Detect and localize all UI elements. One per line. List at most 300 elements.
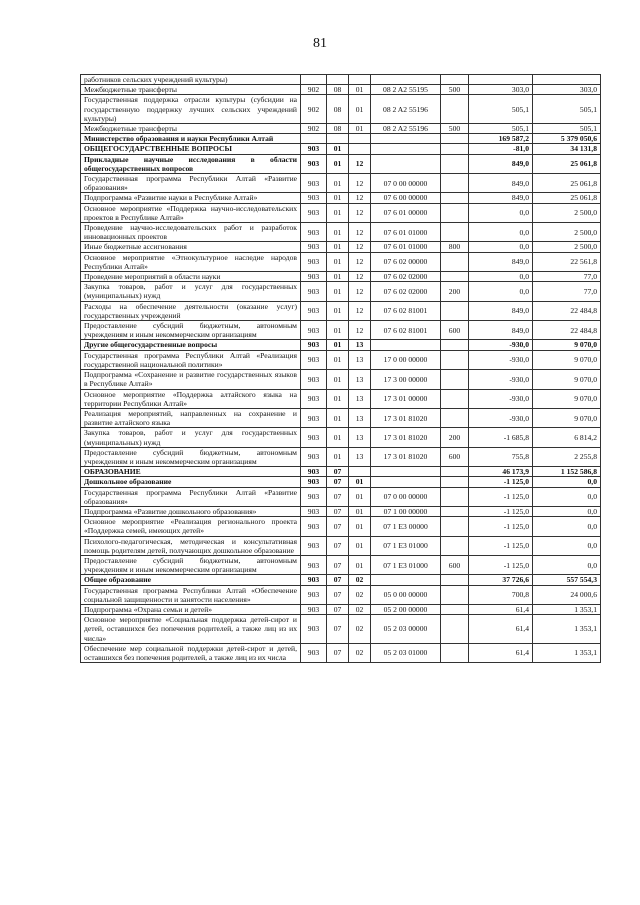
row-amount-change: 849,0	[469, 321, 533, 340]
row-section-code: 07	[327, 477, 349, 487]
row-subsection-code: 01	[349, 95, 371, 124]
row-ved-code: 903	[301, 242, 327, 252]
row-amount-total: 0,0	[533, 506, 601, 516]
table-row	[81, 575, 601, 585]
row-ved-code: 902	[301, 85, 327, 95]
row-subsection-code: 01	[349, 124, 371, 134]
row-name: Закупка товаров, работ и услуг для государственных (муниципальных) нужд	[81, 282, 301, 301]
row-subsection-code: 13	[349, 428, 371, 447]
row-section-code: 01	[327, 203, 349, 222]
row-target-article: 08 2 A2 55195	[371, 85, 441, 95]
table-row	[81, 555, 601, 574]
row-section-code: 07	[327, 467, 349, 477]
row-ved-code: 903	[301, 408, 327, 427]
row-amount-total: 2 255,8	[533, 447, 601, 466]
row-expense-type	[441, 467, 469, 477]
row-section-code: 01	[327, 321, 349, 340]
row-subsection-code: 02	[349, 643, 371, 662]
row-name: работников сельских учреждений культуры)	[81, 75, 301, 85]
row-target-article: 07 6 01 00000	[371, 203, 441, 222]
row-name: Обеспечение мер социальной поддержки детей-сирот и детей, оставшихся без попечения родителей, а также лиц из их числа	[81, 643, 301, 662]
row-subsection-code: 12	[349, 242, 371, 252]
row-expense-type	[441, 517, 469, 536]
row-subsection-code: 01	[349, 536, 371, 555]
row-subsection-code: 01	[349, 85, 371, 95]
row-expense-type	[441, 487, 469, 506]
row-expense-type	[441, 585, 469, 604]
row-amount-total: 1 353,1	[533, 615, 601, 644]
row-name: Прикладные научные исследования в области общегосударственных вопросов	[81, 154, 301, 173]
row-ved-code: 903	[301, 154, 327, 173]
row-target-article: 08 2 A2 55196	[371, 95, 441, 124]
row-expense-type	[441, 370, 469, 389]
row-section-code: 08	[327, 95, 349, 124]
row-expense-type	[441, 252, 469, 271]
row-expense-type	[441, 536, 469, 555]
row-amount-total: 77,0	[533, 272, 601, 282]
row-subsection-code	[349, 144, 371, 154]
row-amount-total: 505,1	[533, 124, 601, 134]
row-section-code: 07	[327, 585, 349, 604]
row-target-article: 07 1 E3 01000	[371, 536, 441, 555]
row-expense-type: 500	[441, 124, 469, 134]
row-target-article: 07 1 E3 01000	[371, 555, 441, 574]
row-amount-total: 25 061,8	[533, 174, 601, 193]
row-expense-type	[441, 340, 469, 350]
row-name: Государственная программа Республики Алтай «Развитие образования»	[81, 487, 301, 506]
row-amount-total: 9 070,0	[533, 370, 601, 389]
row-expense-type	[441, 95, 469, 124]
row-name: Психолого-педагогическая, методическая и консультативная помощь родителям детей, получающих дошкольное образование	[81, 536, 301, 555]
row-ved-code: 903	[301, 389, 327, 408]
row-amount-change: -1 125,0	[469, 487, 533, 506]
row-ved-code: 903	[301, 575, 327, 585]
row-name: Реализация мероприятий, направленных на сохранение и развитие алтайского языка	[81, 408, 301, 427]
row-amount-change: -930,0	[469, 389, 533, 408]
row-name: Закупка товаров, работ и услуг для государственных (муниципальных) нужд	[81, 428, 301, 447]
row-target-article: 17 3 00 00000	[371, 370, 441, 389]
row-amount-total: 25 061,8	[533, 154, 601, 173]
budget-table	[80, 74, 601, 663]
row-amount-total: 505,1	[533, 95, 601, 124]
row-target-article: 05 2 03 00000	[371, 615, 441, 644]
row-amount-total: 1 353,1	[533, 643, 601, 662]
row-subsection-code: 12	[349, 301, 371, 320]
row-amount-total	[533, 75, 601, 85]
row-section-code: 01	[327, 301, 349, 320]
row-name: Межбюджетные трансферты	[81, 124, 301, 134]
row-amount-change: 0,0	[469, 282, 533, 301]
row-target-article: 08 2 A2 55196	[371, 124, 441, 134]
table-row	[81, 174, 601, 193]
row-target-article	[371, 144, 441, 154]
row-name: Государственная программа Республики Алтай «Обеспечение социальной защищенности и занятости населения»	[81, 585, 301, 604]
row-name: Межбюджетные трансферты	[81, 85, 301, 95]
row-amount-change: 61,4	[469, 604, 533, 614]
table-row	[81, 242, 601, 252]
table-row	[81, 95, 601, 124]
row-amount-change: 700,8	[469, 585, 533, 604]
row-expense-type	[441, 75, 469, 85]
row-target-article: 17 0 00 00000	[371, 350, 441, 369]
row-ved-code: 903	[301, 517, 327, 536]
row-name: Иные бюджетные ассигнования	[81, 242, 301, 252]
table-row	[81, 536, 601, 555]
row-expense-type	[441, 272, 469, 282]
row-ved-code: 903	[301, 428, 327, 447]
row-section-code: 01	[327, 193, 349, 203]
row-target-article: 17 3 01 81020	[371, 447, 441, 466]
row-section-code: 07	[327, 643, 349, 662]
row-ved-code: 903	[301, 604, 327, 614]
row-subsection-code: 01	[349, 487, 371, 506]
row-amount-change: -1 125,0	[469, 506, 533, 516]
row-section-code: 01	[327, 144, 349, 154]
row-amount-change: 505,1	[469, 124, 533, 134]
row-section-code: 07	[327, 575, 349, 585]
row-section-code: 07	[327, 487, 349, 506]
row-amount-change: -930,0	[469, 350, 533, 369]
row-ved-code: 903	[301, 252, 327, 271]
row-amount-total: 303,0	[533, 85, 601, 95]
row-expense-type	[441, 575, 469, 585]
table-row	[81, 144, 601, 154]
row-subsection-code: 13	[349, 340, 371, 350]
row-section-code: 01	[327, 242, 349, 252]
table-row	[81, 282, 601, 301]
row-amount-change	[469, 75, 533, 85]
row-subsection-code: 02	[349, 604, 371, 614]
row-section-code: 07	[327, 555, 349, 574]
row-target-article: 07 0 00 00000	[371, 487, 441, 506]
row-subsection-code: 13	[349, 370, 371, 389]
row-section-code: 07	[327, 615, 349, 644]
row-expense-type	[441, 643, 469, 662]
row-amount-total: 24 000,6	[533, 585, 601, 604]
table-row	[81, 321, 601, 340]
row-name: Государственная программа Республики Алтай «Реализация государственной национальной политики»	[81, 350, 301, 369]
row-ved-code: 903	[301, 447, 327, 466]
row-expense-type	[441, 174, 469, 193]
budget-table-body	[81, 75, 601, 663]
row-ved-code: 903	[301, 174, 327, 193]
row-section-code	[327, 75, 349, 85]
row-ved-code	[301, 134, 327, 144]
row-section-code: 01	[327, 389, 349, 408]
row-amount-change: 0,0	[469, 242, 533, 252]
row-ved-code: 902	[301, 124, 327, 134]
row-subsection-code: 12	[349, 272, 371, 282]
row-amount-change: -930,0	[469, 340, 533, 350]
row-subsection-code: 13	[349, 408, 371, 427]
row-amount-total: 77,0	[533, 282, 601, 301]
row-amount-total: 2 500,0	[533, 223, 601, 242]
row-ved-code: 903	[301, 536, 327, 555]
row-amount-total: 9 070,0	[533, 340, 601, 350]
row-target-article: 17 3 01 81020	[371, 408, 441, 427]
row-target-article	[371, 340, 441, 350]
row-target-article	[371, 75, 441, 85]
table-row	[81, 615, 601, 644]
table-row	[81, 124, 601, 134]
row-ved-code: 903	[301, 350, 327, 369]
row-amount-total: 34 131,8	[533, 144, 601, 154]
row-target-article: 05 0 00 00000	[371, 585, 441, 604]
row-subsection-code: 13	[349, 350, 371, 369]
row-subsection-code: 02	[349, 615, 371, 644]
row-expense-type	[441, 301, 469, 320]
row-subsection-code: 13	[349, 447, 371, 466]
row-expense-type	[441, 223, 469, 242]
table-row	[81, 203, 601, 222]
row-expense-type	[441, 144, 469, 154]
row-expense-type: 600	[441, 555, 469, 574]
row-section-code: 01	[327, 272, 349, 282]
row-subsection-code	[349, 134, 371, 144]
row-amount-change: 505,1	[469, 95, 533, 124]
row-section-code: 07	[327, 517, 349, 536]
row-ved-code: 903	[301, 477, 327, 487]
row-amount-change: 37 726,6	[469, 575, 533, 585]
row-amount-total: 2 500,0	[533, 242, 601, 252]
row-ved-code: 903	[301, 203, 327, 222]
row-section-code: 01	[327, 223, 349, 242]
row-target-article: 07 6 01 01000	[371, 242, 441, 252]
row-amount-total: 1 353,1	[533, 604, 601, 614]
row-expense-type: 200	[441, 428, 469, 447]
row-subsection-code	[349, 467, 371, 477]
table-row	[81, 193, 601, 203]
row-expense-type: 200	[441, 282, 469, 301]
row-amount-change: -81,0	[469, 144, 533, 154]
row-amount-total: 9 070,0	[533, 350, 601, 369]
row-amount-total: 0,0	[533, 477, 601, 487]
row-subsection-code: 01	[349, 555, 371, 574]
row-amount-change: -930,0	[469, 408, 533, 427]
row-ved-code: 903	[301, 193, 327, 203]
row-amount-change: 849,0	[469, 301, 533, 320]
row-amount-change: 0,0	[469, 223, 533, 242]
row-ved-code: 903	[301, 370, 327, 389]
row-expense-type: 600	[441, 321, 469, 340]
row-amount-change: 303,0	[469, 85, 533, 95]
row-amount-change: -1 125,0	[469, 536, 533, 555]
table-row	[81, 389, 601, 408]
row-ved-code: 903	[301, 321, 327, 340]
row-amount-total: 22 484,8	[533, 321, 601, 340]
row-target-article: 07 1 E3 00000	[371, 517, 441, 536]
row-expense-type	[441, 604, 469, 614]
row-name: Основное мероприятие «Этнокультурное наследие народов Республики Алтай»	[81, 252, 301, 271]
row-ved-code: 903	[301, 506, 327, 516]
table-row	[81, 517, 601, 536]
row-expense-type	[441, 615, 469, 644]
row-name: ОБРАЗОВАНИЕ	[81, 467, 301, 477]
row-ved-code: 903	[301, 467, 327, 477]
row-subsection-code: 12	[349, 252, 371, 271]
row-target-article: 05 2 03 01000	[371, 643, 441, 662]
row-amount-change: 61,4	[469, 643, 533, 662]
row-amount-total: 9 070,0	[533, 389, 601, 408]
row-amount-change: -1 125,0	[469, 477, 533, 487]
row-target-article: 07 6 00 00000	[371, 193, 441, 203]
row-target-article: 17 3 01 00000	[371, 389, 441, 408]
row-subsection-code: 01	[349, 477, 371, 487]
row-ved-code: 903	[301, 585, 327, 604]
table-row	[81, 85, 601, 95]
table-row	[81, 506, 601, 516]
row-name: Предоставление субсидий бюджетным, автономным учреждениям и иным некоммерческим организациям	[81, 447, 301, 466]
row-subsection-code: 12	[349, 193, 371, 203]
row-name: Основное мероприятие «Социальная поддержка детей-сирот и детей, оставшихся без попечения родителей, а также лиц из их числа»	[81, 615, 301, 644]
row-name: Общее образование	[81, 575, 301, 585]
row-name: Основное мероприятие «Реализация регионального проекта «Поддержка семей, имеющих детей»	[81, 517, 301, 536]
row-amount-change: 849,0	[469, 252, 533, 271]
row-ved-code: 903	[301, 487, 327, 506]
row-amount-total: 1 152 586,8	[533, 467, 601, 477]
row-target-article: 07 6 02 02000	[371, 272, 441, 282]
table-row	[81, 447, 601, 466]
table-row	[81, 350, 601, 369]
row-section-code	[327, 134, 349, 144]
row-amount-total: 22 561,8	[533, 252, 601, 271]
row-name: Дошкольное образование	[81, 477, 301, 487]
row-subsection-code: 01	[349, 517, 371, 536]
row-name: Подпрограмма «Сохранение и развитие государственных языков в Республике Алтай»	[81, 370, 301, 389]
row-ved-code: 903	[301, 223, 327, 242]
row-target-article: 07 6 02 00000	[371, 252, 441, 271]
row-amount-change: -1 685,8	[469, 428, 533, 447]
row-expense-type	[441, 477, 469, 487]
row-section-code: 07	[327, 604, 349, 614]
row-section-code: 01	[327, 174, 349, 193]
row-amount-total: 22 484,8	[533, 301, 601, 320]
row-target-article	[371, 154, 441, 173]
row-amount-total: 0,0	[533, 536, 601, 555]
row-ved-code: 902	[301, 95, 327, 124]
table-row	[81, 272, 601, 282]
row-name: Подпрограмма «Развитие дошкольного образования»	[81, 506, 301, 516]
row-target-article	[371, 477, 441, 487]
row-name: Основное мероприятие «Поддержка алтайского языка на территории Республики Алтай»	[81, 389, 301, 408]
table-row	[81, 252, 601, 271]
row-target-article: 07 6 02 81001	[371, 301, 441, 320]
row-expense-type	[441, 203, 469, 222]
row-amount-total: 0,0	[533, 487, 601, 506]
row-amount-change: 169 587,2	[469, 134, 533, 144]
row-expense-type	[441, 134, 469, 144]
row-section-code: 01	[327, 282, 349, 301]
row-name: Проведение мероприятий в области науки	[81, 272, 301, 282]
row-name: Подпрограмма «Охрана семьи и детей»	[81, 604, 301, 614]
table-row	[81, 370, 601, 389]
row-expense-type	[441, 193, 469, 203]
table-row	[81, 340, 601, 350]
row-amount-total: 2 500,0	[533, 203, 601, 222]
row-amount-change: 849,0	[469, 154, 533, 173]
row-name: ОБЩЕГОСУДАРСТВЕННЫЕ ВОПРОСЫ	[81, 144, 301, 154]
row-ved-code: 903	[301, 555, 327, 574]
row-expense-type: 800	[441, 242, 469, 252]
table-row	[81, 477, 601, 487]
table-row	[81, 585, 601, 604]
row-amount-change: -1 125,0	[469, 517, 533, 536]
row-name: Проведение научно-исследовательских работ и разработок инновационных проектов	[81, 223, 301, 242]
row-subsection-code: 13	[349, 389, 371, 408]
row-target-article: 05 2 00 00000	[371, 604, 441, 614]
row-ved-code: 903	[301, 272, 327, 282]
page-number: 81	[313, 36, 327, 51]
row-name: Государственная программа Республики Алтай «Развитие образования»	[81, 174, 301, 193]
row-target-article: 07 6 02 02000	[371, 282, 441, 301]
table-row	[81, 408, 601, 427]
row-ved-code: 903	[301, 643, 327, 662]
row-name: Предоставление субсидий бюджетным, автономным учреждениям и иным некоммерческим организациям	[81, 555, 301, 574]
row-target-article: 07 6 02 81001	[371, 321, 441, 340]
row-name: Расходы на обеспечение деятельности (оказание услуг) государственных учреждений	[81, 301, 301, 320]
row-name: Государственная поддержка отрасли культуры (субсидии на государственную поддержку лучших сельских учреждений культуры)	[81, 95, 301, 124]
row-section-code: 08	[327, 124, 349, 134]
row-expense-type	[441, 389, 469, 408]
row-ved-code: 903	[301, 282, 327, 301]
row-section-code: 01	[327, 350, 349, 369]
table-row	[81, 487, 601, 506]
row-target-article: 07 1 00 00000	[371, 506, 441, 516]
row-subsection-code: 12	[349, 154, 371, 173]
row-expense-type	[441, 506, 469, 516]
table-row	[81, 643, 601, 662]
row-target-article: 07 6 01 01000	[371, 223, 441, 242]
row-amount-change: 0,0	[469, 203, 533, 222]
row-name: Предоставление субсидий бюджетным, автономным учреждениям и иным некоммерческим организациям	[81, 321, 301, 340]
table-row	[81, 134, 601, 144]
row-amount-change: 849,0	[469, 174, 533, 193]
row-target-article: 07 0 00 00000	[371, 174, 441, 193]
row-section-code: 01	[327, 428, 349, 447]
row-target-article	[371, 467, 441, 477]
row-section-code: 07	[327, 536, 349, 555]
row-amount-change: 849,0	[469, 193, 533, 203]
row-subsection-code: 02	[349, 585, 371, 604]
row-ved-code: 903	[301, 144, 327, 154]
row-section-code: 07	[327, 506, 349, 516]
row-name: Другие общегосударственные вопросы	[81, 340, 301, 350]
row-section-code: 01	[327, 340, 349, 350]
row-section-code: 08	[327, 85, 349, 95]
row-subsection-code: 01	[349, 506, 371, 516]
row-amount-change: -1 125,0	[469, 555, 533, 574]
table-row	[81, 428, 601, 447]
row-target-article	[371, 575, 441, 585]
row-expense-type: 500	[441, 85, 469, 95]
row-ved-code	[301, 75, 327, 85]
table-row	[81, 604, 601, 614]
row-amount-total: 5 379 050,6	[533, 134, 601, 144]
row-subsection-code	[349, 75, 371, 85]
row-amount-total: 25 061,8	[533, 193, 601, 203]
row-ved-code: 903	[301, 301, 327, 320]
row-amount-total: 0,0	[533, 517, 601, 536]
row-section-code: 01	[327, 408, 349, 427]
row-expense-type	[441, 408, 469, 427]
row-amount-total: 6 814,2	[533, 428, 601, 447]
row-amount-change: 755,8	[469, 447, 533, 466]
table-row	[81, 75, 601, 85]
row-name: Министерство образования и науки Республики Алтай	[81, 134, 301, 144]
table-row	[81, 301, 601, 320]
row-ved-code: 903	[301, 340, 327, 350]
table-row	[81, 223, 601, 242]
